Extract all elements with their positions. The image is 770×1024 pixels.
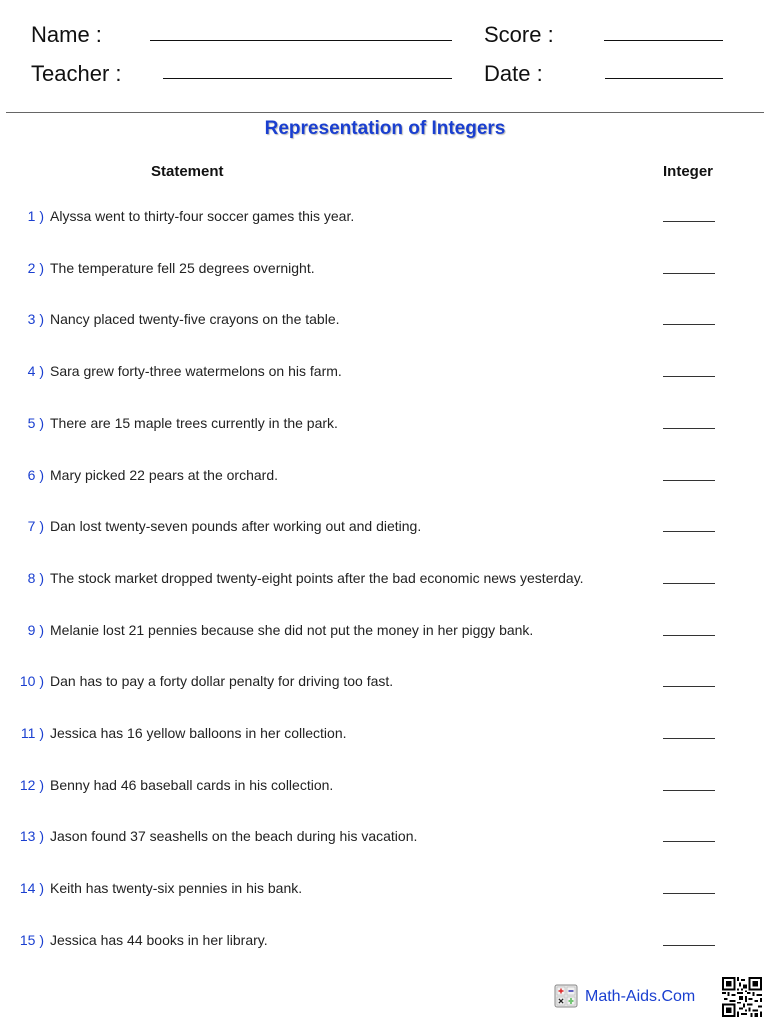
problem-statement: Mary picked 22 pears at the orchard. <box>50 467 279 483</box>
integer-answer-blank[interactable] <box>663 324 715 325</box>
integer-answer-blank[interactable] <box>663 480 715 481</box>
date-label: Date : <box>484 61 543 86</box>
integer-answer-blank[interactable] <box>663 635 715 636</box>
problem-number: 11 ) <box>20 725 44 741</box>
problem-row <box>0 363 770 383</box>
date-field[interactable] <box>605 78 723 79</box>
problem-row <box>0 415 770 435</box>
problem-row <box>0 208 770 228</box>
problem-row <box>0 725 770 745</box>
problem-statement: Sara grew forty-three watermelons on his farm. <box>50 363 342 379</box>
integer-answer-blank[interactable] <box>663 428 715 429</box>
problem-row <box>0 777 770 797</box>
problem-statement: Jason found 37 seashells on the beach during his vacation. <box>50 828 418 844</box>
integer-answer-blank[interactable] <box>663 893 715 894</box>
problem-statement: Keith has twenty-six pennies in his bank. <box>50 880 303 896</box>
problem-number: 2 ) <box>27 260 44 276</box>
problem-statement: Alyssa went to thirty-four soccer games this year. <box>50 208 355 224</box>
integer-answer-blank[interactable] <box>663 221 715 222</box>
problem-statement: Jessica has 16 yellow balloons in her collection. <box>50 725 347 741</box>
problem-statement: The temperature fell 25 degrees overnight. <box>50 260 315 276</box>
problem-number: 12 ) <box>19 777 44 793</box>
problem-number: 6 ) <box>27 467 44 483</box>
problem-statement: Melanie lost 21 pennies because she did not put the money in her piggy bank. <box>50 622 534 638</box>
problem-number: 15 ) <box>19 932 44 948</box>
problem-statement: There are 15 maple trees currently in the park. <box>50 415 338 431</box>
integer-answer-blank[interactable] <box>663 841 715 842</box>
problem-statement: Dan lost twenty-seven pounds after working out and dieting. <box>50 518 422 534</box>
problem-row <box>0 932 770 952</box>
score-field[interactable] <box>604 40 723 41</box>
integer-column-header: Integer <box>663 163 714 180</box>
problem-row <box>0 311 770 331</box>
teacher-field[interactable] <box>163 78 452 79</box>
problem-row <box>0 467 770 487</box>
header-divider <box>6 112 764 113</box>
problem-statement: Dan has to pay a forty dollar penalty for driving too fast. <box>50 673 394 689</box>
problem-row <box>0 518 770 538</box>
statement-column-header: Statement <box>151 163 224 180</box>
teacher-label: Teacher : <box>31 61 122 86</box>
worksheet-title: Representation of Integers <box>264 118 506 139</box>
integer-answer-blank[interactable] <box>663 273 715 274</box>
problem-number: 13 ) <box>19 828 44 844</box>
problem-number: 7 ) <box>27 518 44 534</box>
problem-row <box>0 880 770 900</box>
integer-answer-blank[interactable] <box>663 686 715 687</box>
problem-row <box>0 673 770 693</box>
problem-number: 14 ) <box>19 880 44 896</box>
problem-statement: Jessica has 44 books in her library. <box>50 932 268 948</box>
site-link[interactable]: Math-Aids.Com <box>585 988 696 1005</box>
problem-number: 9 ) <box>27 622 44 638</box>
problem-number: 3 ) <box>27 311 44 327</box>
problem-number: 5 ) <box>27 415 44 431</box>
problem-statement: Nancy placed twenty-five crayons on the table. <box>50 311 340 327</box>
problem-number: 8 ) <box>27 570 44 586</box>
problem-number: 1 ) <box>27 208 44 224</box>
problem-row <box>0 828 770 848</box>
problem-number: 10 ) <box>19 673 44 689</box>
integer-answer-blank[interactable] <box>663 583 715 584</box>
problem-row <box>0 260 770 280</box>
name-field[interactable] <box>150 40 452 41</box>
score-label: Score : <box>484 22 554 47</box>
problem-row <box>0 622 770 642</box>
problem-number: 4 ) <box>27 363 44 379</box>
problem-statement: The stock market dropped twenty-eight points after the bad economic news yesterday. <box>50 570 584 586</box>
problem-row <box>0 570 770 590</box>
calculator-icon <box>554 984 578 1008</box>
integer-answer-blank[interactable] <box>663 738 715 739</box>
integer-answer-blank[interactable] <box>663 376 715 377</box>
problem-statement: Benny had 46 baseball cards in his collection. <box>50 777 334 793</box>
qr-code-icon <box>722 977 762 1017</box>
integer-answer-blank[interactable] <box>663 531 715 532</box>
name-label: Name : <box>31 22 102 47</box>
integer-answer-blank[interactable] <box>663 945 715 946</box>
integer-answer-blank[interactable] <box>663 790 715 791</box>
